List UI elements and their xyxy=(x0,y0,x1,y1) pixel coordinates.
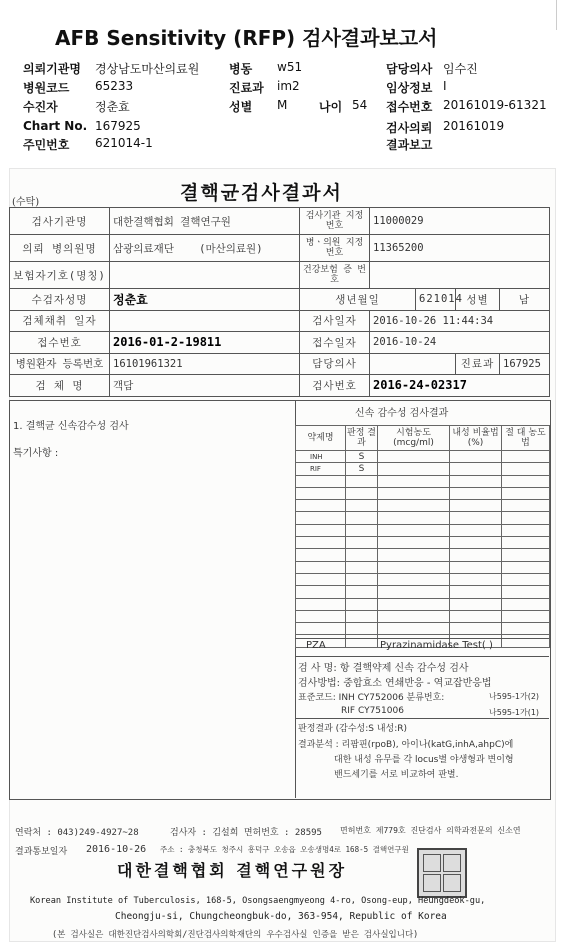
contact: 연락처 : 043)249-4927~28 xyxy=(15,828,139,838)
class-no-2: 나595-1가(1) xyxy=(489,708,540,717)
std-code-line-2: RIF CY751006 xyxy=(341,706,404,716)
specimen-label: 검 체 명 xyxy=(10,375,110,397)
col-ratio: 내성 비율법(%) xyxy=(450,426,502,451)
name-value: 정춘효 xyxy=(110,289,300,311)
official-seal xyxy=(417,848,467,898)
req-hosp-sub: (마산의료원) xyxy=(199,242,263,255)
institute-name: 대한결핵협회 결핵연구원장 xyxy=(117,861,348,880)
receipt-date-value: 2016-10-24 xyxy=(370,332,550,354)
collect-date-label: 검체채취 일자 xyxy=(10,310,110,332)
sex-label: 성별 xyxy=(229,100,253,114)
dob-label: 생년월일 xyxy=(300,289,416,311)
address-kr: 주소 : 충청북도 청주시 흥덕구 오송읍 오송생명4로 168-5 결핵연구원 xyxy=(160,845,409,854)
susceptibility-table xyxy=(295,425,550,648)
institute-english: Korean Institute of Tuberculosis, 168-5, Osongsaengmyeong 4-ro, Osong-eup, Heungdeok-gu, xyxy=(30,896,486,906)
address-english: Cheongju-si, Chungcheongbuk-do, 363-954, Republic of Korea xyxy=(115,911,447,922)
institution-value: 경상남도마산의료원 xyxy=(95,62,200,76)
test-name-line: 검 사 명: 항 결핵약제 신속 감수성 검사 xyxy=(298,663,469,674)
class-no-1: 나595-1가(2) xyxy=(489,692,540,701)
patient-reg-value: 16101961321 xyxy=(110,353,300,375)
result-report-label: 결과보고 xyxy=(386,138,433,152)
table-row-empty xyxy=(296,573,550,585)
dept-value: im2 xyxy=(277,79,300,93)
sex-value-2: 남 xyxy=(500,289,550,311)
hospital-code-value: 65233 xyxy=(95,79,134,93)
req-hosp-value: 삼광의료재단 xyxy=(113,242,174,255)
col-conc: 시험농도 (mcg/ml) xyxy=(378,426,450,451)
report-date-label: 결과통보일자 xyxy=(15,847,68,857)
receipt-no-value: 2016-01-2-19811 xyxy=(110,332,300,354)
table-row-empty xyxy=(296,537,550,549)
analysis-3: 밴드세기를 서로 비교하여 판별. xyxy=(334,770,459,780)
test-no-label: 검사번호 xyxy=(300,375,370,397)
table-row-empty xyxy=(296,610,550,622)
table-row-empty xyxy=(296,524,550,536)
request-value: 20161019 xyxy=(443,119,505,133)
drug-abs xyxy=(502,463,550,475)
specialist: 면허번호 제779호 진단검사 의학과전문의 신소연 xyxy=(340,826,521,835)
table-row-empty xyxy=(296,500,550,512)
req-hosp-label: 의뢰 병의원명 xyxy=(10,235,110,262)
collect-date-value xyxy=(110,310,300,332)
table-row-empty xyxy=(296,623,550,635)
table-row-empty xyxy=(296,549,550,561)
left-item-2: 특기사항 : xyxy=(13,448,59,459)
report-date-value: 2016-10-26 xyxy=(86,844,147,855)
left-item-1: 1. 결핵균 신속감수성 검사 xyxy=(13,421,129,432)
drug-name: INH xyxy=(296,451,346,463)
receipt-date-label: 접수일자 xyxy=(300,332,370,354)
test-no-value: 2016-24-02317 xyxy=(370,375,550,397)
hospital-code-label: 병원코드 xyxy=(23,81,70,95)
lab-label: 검사기관명 xyxy=(10,208,110,235)
receipt-no-label: 접수번호 xyxy=(10,332,110,354)
judge-line: 판정결과 (감수성:S 내성:R) xyxy=(298,724,408,734)
scanned-report-title: 결핵균검사결과서 xyxy=(180,182,343,204)
request-label: 검사의뢰 xyxy=(386,121,433,135)
name-label: 수검자성명 xyxy=(10,289,110,311)
specimen-value: 객담 xyxy=(110,375,300,397)
health-ins-value xyxy=(370,262,550,289)
doctor-label-2: 담당의사 xyxy=(300,353,370,375)
lab-no-value: 11000029 xyxy=(370,208,550,235)
table-row-empty xyxy=(296,598,550,610)
clinical-value: I xyxy=(443,79,447,93)
req-hosp-cell xyxy=(110,235,300,262)
report-title: AFB Sensitivity (RFP) 검사결과보고서 xyxy=(55,26,438,50)
method-line: 검사방법: 중합효소 연쇄반응 - 역교잡반응법 xyxy=(298,678,492,689)
ward-value: w51 xyxy=(277,60,303,74)
chart-value: 167925 xyxy=(95,119,141,133)
table-row xyxy=(296,463,550,475)
dept-label-2: 진료과 xyxy=(456,353,500,375)
chart-label: Chart No. xyxy=(23,119,88,133)
table-row-empty xyxy=(296,586,550,598)
examiner: 검사자 : 김설희 면허번호 : 28595 xyxy=(170,828,322,838)
institution-label: 의뢰기관명 xyxy=(23,62,81,76)
ward-label: 병동 xyxy=(229,62,253,76)
table-row-empty xyxy=(296,561,550,573)
col-judge: 판정 결과 xyxy=(346,426,378,451)
clinic-no-label: 병ㆍ의원 지정번호 xyxy=(300,235,370,262)
test-date-label: 검사일자 xyxy=(300,310,370,332)
subject-label: 수진자 xyxy=(23,100,58,114)
sex-label-2: 성별 xyxy=(456,289,500,311)
table-row-empty xyxy=(296,512,550,524)
divider xyxy=(556,0,557,30)
analysis-2: 대한 내성 유무를 각 locus별 야생형과 변이형 xyxy=(334,755,514,765)
sex-value: M xyxy=(277,98,288,112)
drug-conc xyxy=(378,451,450,463)
table-row xyxy=(296,451,550,463)
patient-info-table xyxy=(9,207,550,397)
rrn-label: 주민번호 xyxy=(23,138,70,152)
drug-conc xyxy=(378,463,450,475)
drug-name: RIF xyxy=(296,463,346,475)
test-date-value: 2016-10-26 11:44:34 xyxy=(370,310,550,332)
drug-ratio xyxy=(450,451,502,463)
table-row-empty xyxy=(296,475,550,487)
clinical-label: 임상정보 xyxy=(386,81,433,95)
insurer-label: 보험자기호(명칭) xyxy=(10,262,110,289)
doctor-value: 임수진 xyxy=(443,62,478,76)
table-row-empty xyxy=(296,487,550,499)
col-abs: 절 대 농도법 xyxy=(502,426,550,451)
age-value: 54 xyxy=(352,98,368,112)
subject-value: 정춘효 xyxy=(95,100,130,114)
dept-value-2: 167925 xyxy=(500,353,550,375)
lab-no-label: 검사기관 지정번호 xyxy=(300,208,370,235)
result-title: 신속 감수성 검사결과 xyxy=(355,408,449,419)
drug-ratio xyxy=(450,463,502,475)
col-drug: 약제명 xyxy=(296,426,346,451)
patient-reg-label: 병원환자 등록번호 xyxy=(10,353,110,375)
doctor-value-2 xyxy=(370,353,456,375)
lab-value: 대한결핵협회 결핵연구원 xyxy=(110,208,300,235)
clinic-no-value: 11365200 xyxy=(370,235,550,262)
receipt-label: 접수번호 xyxy=(386,100,433,114)
dept-label: 진료과 xyxy=(229,81,264,95)
std-code-line-1: 표준코드: INH CY752006 분류번호: xyxy=(298,693,445,703)
age-label: 나이 xyxy=(319,100,343,114)
drug-result: S xyxy=(346,463,378,475)
pza-value: Pyrazinamidase Test( ) xyxy=(380,640,493,651)
drug-abs xyxy=(502,451,550,463)
copy-label: (수탁) xyxy=(12,197,40,208)
drug-result: S xyxy=(346,451,378,463)
insurer-value xyxy=(110,262,300,289)
divider xyxy=(295,718,549,719)
rrn-value: 621014-1 xyxy=(95,136,153,150)
analysis-1: 결과분석 : 리팜핀(rpoB), 아이나(katG,inhA,ahpC)에 xyxy=(298,740,514,750)
doctor-label: 담당의사 xyxy=(386,62,433,76)
dob-value: 621014 xyxy=(416,289,456,311)
receipt-value: 20161019-61321 xyxy=(443,98,547,112)
pza-label: PZA xyxy=(306,640,326,651)
certification-notice: (본 검사실은 대한진단검사의학회/진단검사의학재단의 우수검사실 인증을 받은 검사실입니다) xyxy=(52,930,419,940)
health-ins-label: 건강보험 증 번 호 xyxy=(300,262,370,289)
